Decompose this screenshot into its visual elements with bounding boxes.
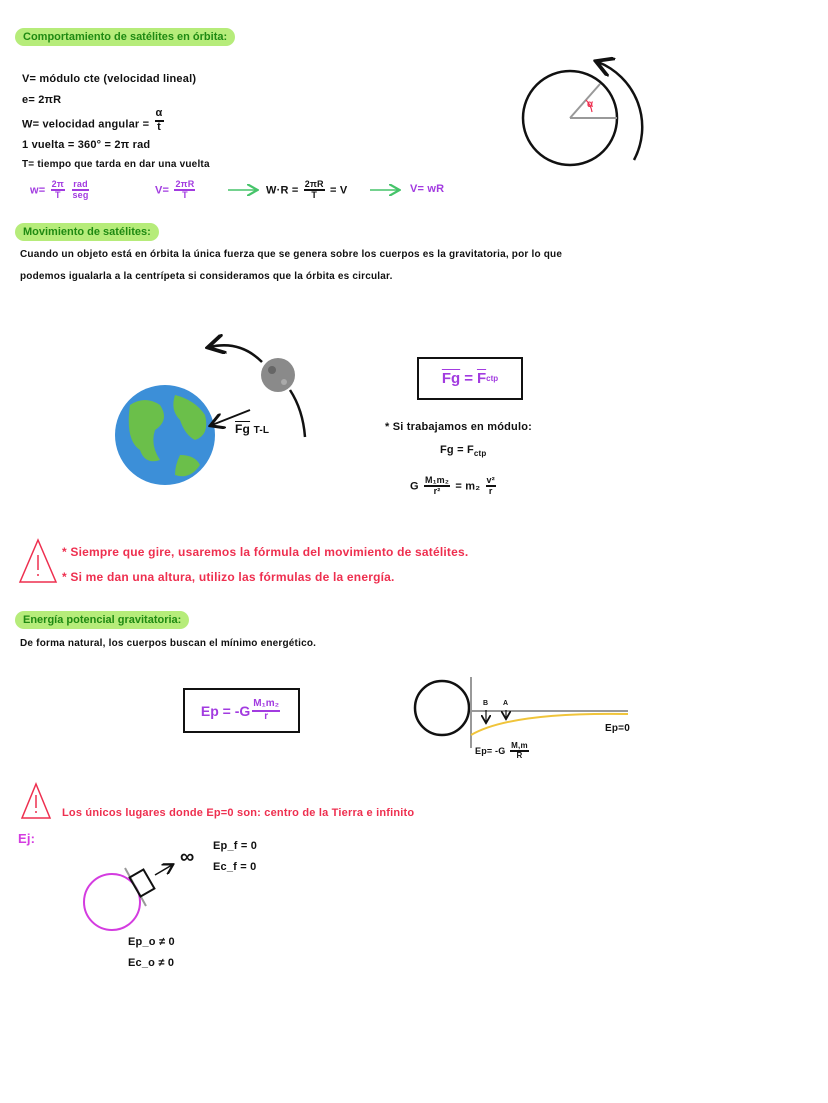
text-line: 1 vuelta = 360° = 2π rad (22, 139, 151, 151)
final-potential-energy: Ep_f = 0 (213, 840, 258, 852)
fraction-numerator: 2πR (174, 180, 195, 191)
infinity-symbol: ∞ (180, 846, 195, 868)
formula-lhs: Fg = F (440, 444, 474, 456)
earth-moon-diagram (115, 345, 305, 485)
paragraph-line: Cuando un objeto está en órbita la única fuerza que se genera sobre los cuerpos es la gravitatoria, por lo que (20, 249, 563, 260)
force-vector-label (235, 422, 269, 436)
text-line: T= tiempo que tarda en dar una vuelta (22, 159, 210, 170)
formula-lhs: V= (155, 184, 170, 197)
subscript: ctp (486, 374, 499, 383)
formula-lhs: $\overline{Fg}$ (441, 370, 461, 387)
point-b-label: B (483, 700, 489, 707)
warning-line: * Siempre que gire, usaremos la fórmula del movimiento de satélites. (62, 545, 469, 559)
paragraph-line: De forma natural, los cuerpos buscan el mínimo energético. (20, 638, 317, 649)
fraction-denominator: T (54, 190, 61, 201)
escape-example-diagram (84, 865, 172, 930)
formula-mid: = m₂ (455, 480, 481, 493)
fraction-denominator: r² (433, 486, 441, 497)
equals-sign: = (464, 370, 473, 387)
fraction-numerator: M₁m₂ (424, 476, 450, 487)
fraction-numerator: M₁m₂ (252, 699, 280, 712)
formula-rhs: $\overline{F}$ (476, 370, 487, 387)
fraction-denominator: T (311, 190, 318, 201)
example-label: Ej: (18, 831, 36, 846)
section-heading-satellite-motion: Movimiento de satélites: (15, 223, 159, 241)
wr-formula (266, 180, 347, 201)
fraction-numerator: α (155, 108, 164, 122)
surface-ep-equation (475, 742, 531, 761)
boxed-formula-fg-fctp (417, 357, 523, 400)
section-heading-gravitational-potential-energy: Energía potencial gravitatoria: (15, 611, 189, 629)
text-line: V= módulo cte (velocidad lineal) (22, 73, 197, 85)
formula-lhs: Ep= -G (475, 745, 506, 756)
initial-kinetic-energy: Ec_o ≠ 0 (128, 957, 175, 969)
fraction-denominator: r (488, 486, 493, 497)
angular-velocity-label: W= velocidad angular = (22, 118, 150, 131)
v-equals-wr-result: V= wR (410, 183, 445, 195)
warning-icon (22, 784, 50, 818)
modulo-equation (440, 444, 487, 458)
fraction-denominator: R (516, 751, 523, 761)
point-a-label: A (503, 700, 509, 707)
final-kinetic-energy: Ec_f = 0 (213, 861, 257, 873)
warning-icon (20, 540, 56, 582)
section-heading-orbit-behavior: Comportamiento de satélites en órbita: (15, 28, 235, 46)
force-subscript: T-L (253, 425, 270, 436)
modulo-note: * Si trabajamos en módulo: (385, 421, 533, 433)
fraction-denominator: t (157, 120, 161, 133)
formula-lhs: Ep = -G (200, 702, 251, 719)
velocity-formula (155, 180, 197, 201)
circular-motion-diagram (523, 62, 642, 165)
fraction-denominator: seg (72, 190, 89, 201)
ep-zero-label: Ep=0 (605, 723, 630, 734)
subscript: ctp (473, 449, 487, 459)
formula-rhs: = V (330, 184, 348, 197)
fraction-denominator: T (182, 190, 188, 201)
formula-lhs: w= (30, 184, 46, 197)
text-line (22, 107, 166, 133)
formula-lhs: W·R = (266, 184, 299, 197)
initial-potential-energy: Ep_o ≠ 0 (128, 936, 175, 948)
paragraph-line: podemos igualarla a la centrípeta si consideramos que la órbita es circular. (20, 271, 393, 282)
fraction-numerator: 2π (51, 180, 65, 191)
fraction-numerator: 2πR (304, 180, 325, 191)
warning-line: * Si me dan una altura, utilizo las fórmulas de la energía. (62, 570, 395, 584)
gravity-centripetal-equation (410, 476, 498, 497)
force-symbol: $\overline{Fg}$ (235, 422, 251, 436)
warning-line: Los únicos lugares donde Ep=0 son: centro de la Tierra e infinito (62, 807, 415, 819)
gravity-constant: G (410, 480, 419, 493)
potential-energy-graph (415, 677, 628, 748)
text-line: e= 2πR (22, 94, 62, 106)
angle-label: α (587, 99, 594, 110)
boxed-formula-ep (183, 688, 300, 733)
fraction-numerator: v² (486, 476, 496, 487)
fraction-denominator: r (264, 710, 269, 722)
fraction-numerator: rad (72, 180, 89, 191)
omega-formula (30, 180, 91, 201)
fraction-numerator: M,m (510, 742, 529, 752)
